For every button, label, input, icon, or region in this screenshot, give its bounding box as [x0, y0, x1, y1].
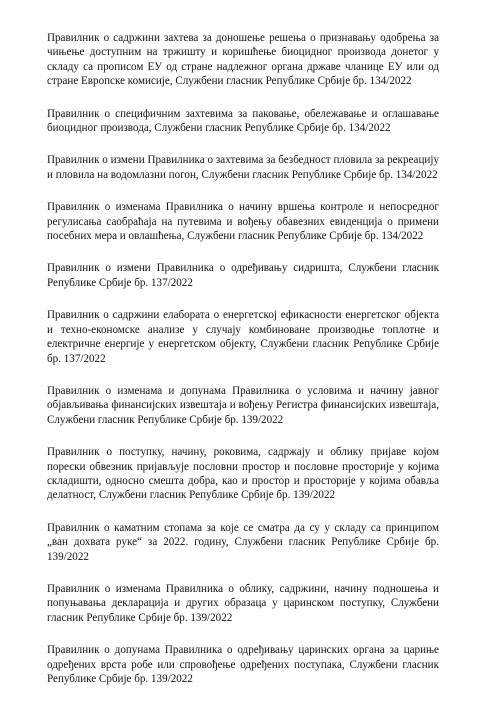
regulation-entry: Правилник о специфичним захтевима за паковање, обележавање и оглашавање биоцидног производа, Службени гласник Републике Србије бр. 134/2022 [47, 107, 439, 135]
regulation-entry: Правилник о изменама и допунама Правилника о условима и начину јавног објављивања финансијских извештаја и вођењу Регистра финансијских извештаја, Службени гласник Републике Србије бр. 139/2022 [47, 384, 439, 426]
regulation-entry: Правилник о садржини захтева за доношење решења о признавању одобрења за чињење доступним на тржишту и коришћење биоцидног производа донетог у складу са прописом ЕУ од стране надлежног органа државе чланице ЕУ или од стране Европске комисије, Службени гласник Републике Србије бр. 134/2022 [47, 32, 439, 88]
regulation-entry: Правилник о допунама Правилника о одређивању царинских органа за цариње одређених врста робе или спровођење одређених поступака, Службени гласник Републике Србије бр. 139/2022 [47, 644, 439, 685]
regulation-list [47, 31, 439, 704]
regulation-entry: Правилник о изменама Правилника о начину вршења контроле и непосредног регулисања саобраћаја на путевима и вођењу обавезних евиденција о примени посебних мера и овлашћења, Службени гласник Републике Србије бр. 134/2022 [47, 201, 439, 243]
regulation-entry: Правилник о изменама Правилника о облику, садржини, начину подношења и попуњавања декларација и других образаца у царинском поступку, Службени гласник Републике Србије бр. 139/2022 [47, 582, 439, 624]
regulation-entry: Правилник о каматним стопама за које се сматра да су у складу са принципом „ван дохвата руке“ за 2022. годину, Службени гласник Републике Србије бр. 139/2022 [47, 521, 439, 563]
regulation-entry: Правилник о измени Правилника о захтевима за безбедност пловила за рекреацију и пловила на водомлазни погон, Службени гласник Републике Србије бр. 134/2022 [47, 154, 439, 181]
regulation-entry: Правилник о измени Правилника о одређивању сидришта, Службени гласник Републике Србије бр. 137/2022 [47, 262, 439, 289]
regulation-entry: Правилник о садржини елабората о енергетској ефикасности енергетског објекта и техно-економске анализе у случају комбиноване производње топлотне и електричне енергије у енергетском објекту, Службени гласник Републике Србије бр. 137/2022 [47, 309, 439, 365]
regulation-entry: Правилник о поступку, начину, роковима, садржају и облику пријаве којом порески обвезник пријављује пословни простор и пословне просторије у којима складишти, односно смешта добра, као и простор и просторије у којима обавља делатност, Службени гласник Републике Србије бр. 139/2022 [47, 446, 439, 502]
